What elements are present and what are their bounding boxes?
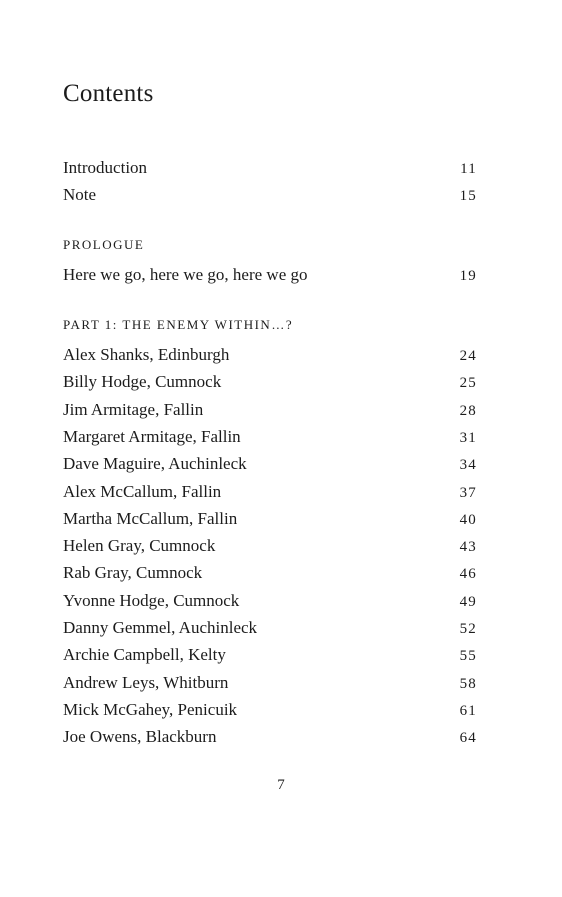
toc-entry[interactable] [63,509,477,531]
toc-entry-page: 49 [459,594,477,610]
toc-entry-label: Helen Gray, Cumnock [63,536,216,555]
page-title: Contents [63,80,154,107]
toc-entry-label: Yvonne Hodge, Cumnock [63,591,240,610]
toc-entry-page: 31 [459,430,477,446]
toc-entry-page: 28 [459,403,477,419]
toc-entry-label: Martha McCallum, Fallin [63,509,238,528]
toc-entry-label: Dave Maguire, Auchinleck [63,454,247,473]
toc-entry-label: Archie Campbell, Kelty [63,645,226,664]
toc-entry-page: 37 [459,485,477,501]
toc-entry[interactable] [63,185,477,207]
toc-entry-label: Note [63,185,97,204]
toc-entry-label: Here we go, here we go, here we go [63,265,308,284]
toc-entry-page: 24 [459,348,477,364]
toc-entry[interactable] [63,618,477,640]
toc-entry-page: 61 [459,703,477,719]
toc-entry-label: Alex McCallum, Fallin [63,482,222,501]
toc-entry[interactable] [63,563,477,585]
toc-entry-label: Billy Hodge, Cumnock [63,372,222,391]
toc-entry-page: 19 [459,268,477,284]
toc-entry[interactable] [63,536,477,558]
toc-entry-page: 58 [459,676,477,692]
toc-entry-label: Andrew Leys, Whitburn [63,673,229,692]
page-number: 7 [277,777,285,793]
toc-entry-page: 34 [459,457,477,473]
toc-entry-page: 43 [459,539,477,555]
toc-entry[interactable] [63,482,477,504]
toc-entry[interactable] [63,454,477,476]
toc-entry[interactable] [63,591,477,613]
toc-entry-label: Mick McGahey, Penicuik [63,700,238,719]
toc-entry[interactable] [63,673,477,695]
toc-entry-label: Joe Owens, Blackburn [63,727,217,746]
toc-entry[interactable] [63,345,477,367]
toc-entry[interactable] [63,372,477,394]
toc-entry[interactable] [63,700,477,722]
section-heading-prologue: PROLOGUE [63,237,145,252]
toc-entry[interactable] [63,265,477,287]
toc-entry-page: 55 [459,648,477,664]
toc-entry-page: 64 [459,730,477,746]
toc-entry[interactable] [63,645,477,667]
toc-entry-label: Danny Gemmel, Auchinleck [63,618,258,637]
toc-entry-page: 15 [459,188,477,204]
toc-entry[interactable] [63,158,477,180]
toc-entry[interactable] [63,727,477,749]
toc-entry[interactable] [63,427,477,449]
toc-entry-page: 25 [459,375,477,391]
toc-entry-label: Alex Shanks, Edinburgh [63,345,230,364]
section-heading-part-1: PART 1: THE ENEMY WITHIN…? [63,317,294,332]
toc-entry-label: Margaret Armitage, Fallin [63,427,241,446]
toc-entry-page: 46 [459,566,477,582]
toc-entry-label: Rab Gray, Cumnock [63,563,203,582]
toc-entry[interactable] [63,400,477,422]
toc-entry-label: Jim Armitage, Fallin [63,400,204,419]
toc-entry-label: Introduction [63,158,148,177]
toc-entry-page: 40 [459,512,477,528]
toc-entry-page: 52 [459,621,477,637]
toc-entry-page: 11 [460,161,477,177]
